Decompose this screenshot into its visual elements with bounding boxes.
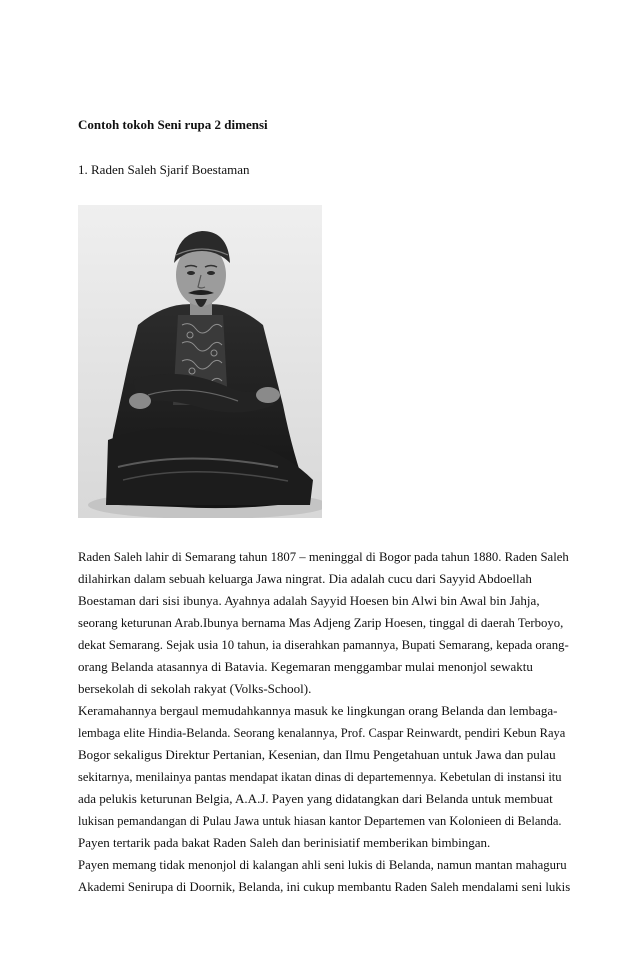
artist-subheading: 1. Raden Saleh Sjarif Boestaman bbox=[78, 162, 250, 177]
text-line: ada pelukis keturunan Belgia, A.A.J. Payen yang didatangkan dari Belanda untuk membuat bbox=[78, 791, 553, 806]
portrait-photo bbox=[78, 205, 322, 518]
text-line: Bogor sekaligus Direktur Pertanian, Kesenian, dan Ilmu Pengetahuan untuk Jawa dan pulau bbox=[78, 747, 556, 762]
text-line: seorang keturunan Arab.Ibunya bernama Mas Adjeng Zarip Hoesen, tinggal di daerah Terboyo, bbox=[78, 616, 564, 630]
text-line: Keramahannya bergaul memudahkannya masuk ke lingkungan orang Belanda dan lembaga- bbox=[78, 703, 558, 718]
text-line: Payen memang tidak menonjol di kalangan ahli seni lukis di Belanda, namun mantan mahaguru bbox=[78, 858, 567, 872]
portrait-illustration bbox=[78, 205, 322, 518]
text-line: bersekolah di sekolah rakyat (Volks-School). bbox=[78, 681, 312, 696]
section-heading: Contoh tokoh Seni rupa 2 dimensi bbox=[78, 117, 268, 132]
text-line: lembaga elite Hindia-Belanda. Seorang kenalannya, Prof. Caspar Reinwardt, pendiri Kebun Raya bbox=[78, 726, 566, 740]
text-line: Payen tertarik pada bakat Raden Saleh dan berinisiatif memberikan bimbingan. bbox=[78, 835, 491, 850]
text-line: orang Belanda atasannya di Batavia. Kegemaran menggambar mulai menonjol sewaktu bbox=[78, 659, 533, 674]
text-line: dekat Semarang. Sejak usia 10 tahun, ia diserahkan pamannya, Bupati Semarang, kepada orang- bbox=[78, 638, 569, 652]
text-line: sekitarnya, menilainya pantas mendapat ikatan dinas di departemennya. Kebetulan di instansi itu bbox=[78, 770, 562, 784]
text-line: Raden Saleh lahir di Semarang tahun 1807 – meninggal di Bogor pada tahun 1880. Raden Saleh bbox=[78, 550, 569, 564]
text-line: Boestaman dari sisi ibunya. Ayahnya adalah Sayyid Hoesen bin Alwi bin Awal bin Jahja, bbox=[78, 593, 540, 608]
text-line: lukisan pemandangan di Pulau Jawa untuk hiasan kantor Departemen van Kolonieen di Belanda. bbox=[78, 814, 562, 828]
text-line: Akademi Senirupa di Doornik, Belanda, ini cukup membantu Raden Saleh mendalami seni lukis bbox=[78, 880, 571, 894]
text-line: dilahirkan dalam sebuah keluarga Jawa ningrat. Dia adalah cucu dari Sayyid Abdoellah bbox=[78, 571, 532, 586]
biography-text bbox=[78, 546, 571, 898]
